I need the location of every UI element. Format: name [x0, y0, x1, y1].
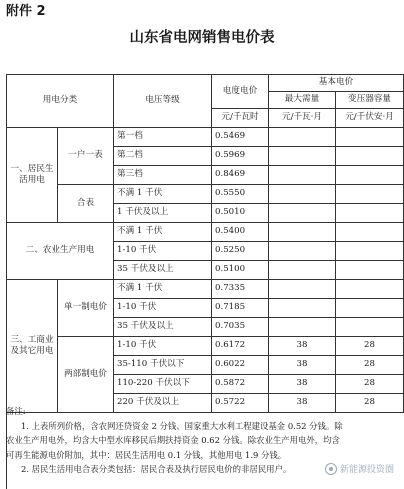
- row-price: 0.6022: [212, 356, 269, 375]
- row-capacity: [336, 166, 404, 185]
- row-demand: [269, 318, 336, 337]
- row-demand: [269, 280, 336, 299]
- row-capacity: 28: [336, 356, 404, 375]
- row-price: 0.7035: [212, 318, 269, 337]
- row-price: 0.5100: [212, 261, 269, 280]
- wechat-logo-icon: [325, 463, 337, 475]
- row-voltage: 110-220 千伏以下: [114, 375, 212, 394]
- group-industry: 三、工商业及其它用电: [7, 280, 58, 413]
- row-capacity: [336, 280, 404, 299]
- row-capacity: [336, 318, 404, 337]
- row-voltage: 第二档: [114, 147, 212, 166]
- row-price: 0.5550: [212, 185, 269, 204]
- row-price: 0.7335: [212, 280, 269, 299]
- header-category: 用电分类: [7, 75, 114, 128]
- header-voltage: 电压等级: [114, 75, 212, 128]
- attachment-label: 附件 2: [6, 4, 46, 19]
- row-voltage: 第一档: [114, 128, 212, 147]
- group-residential: 一、居民生活用电: [7, 128, 58, 223]
- page-title: 山东省电网销售电价表: [129, 30, 275, 46]
- row-voltage: 1-10 千伏: [114, 337, 212, 356]
- row-price: 0.5969: [212, 147, 269, 166]
- row-demand: [269, 128, 336, 147]
- row-voltage: 1-10 千伏: [114, 242, 212, 261]
- row-demand: [269, 242, 336, 261]
- subgroup-one-meter: 一户一表: [58, 128, 114, 185]
- header-energy-price: 电度电价: [212, 75, 269, 109]
- row-demand: [269, 261, 336, 280]
- subgroup-two-part: 两部制电价: [58, 337, 114, 413]
- header-basic-price: 基本电价: [269, 75, 404, 92]
- row-price: 0.7185: [212, 299, 269, 318]
- notes-line: 可再生能源电价附加，其中：居民生活用电 0.1 分钱，其他用电 1.9 分钱。: [6, 449, 287, 460]
- subgroup-combined: 合表: [58, 185, 114, 223]
- row-demand: [269, 166, 336, 185]
- row-capacity: [336, 185, 404, 204]
- row-capacity: 28: [336, 394, 404, 413]
- row-price: 0.6172: [212, 337, 269, 356]
- notes-line: 2. 居民生活用电合表分类包括：居民合表及执行居民电价的非居民用户。: [21, 464, 292, 475]
- row-capacity: [336, 147, 404, 166]
- row-price: 0.8469: [212, 166, 269, 185]
- row-capacity: [336, 204, 404, 223]
- header-capacity-unit: 元/千伏安·月: [336, 109, 404, 128]
- notes-line: 农业生产用电外，均含大中型水库移民后期扶持资金 0.62 分钱。除农业生产用电外，均含: [6, 435, 340, 446]
- row-price: 0.5469: [212, 128, 269, 147]
- row-voltage: 35-110 千伏以下: [114, 356, 212, 375]
- header-capacity: 变压器容量: [336, 92, 404, 109]
- row-demand: [269, 185, 336, 204]
- row-price: 0.5400: [212, 223, 269, 242]
- row-capacity: [336, 242, 404, 261]
- row-capacity: 28: [336, 375, 404, 394]
- row-capacity: [336, 261, 404, 280]
- row-price: 0.5722: [212, 394, 269, 413]
- row-demand: 38: [269, 337, 336, 356]
- group-agriculture: 二、农业生产用电: [7, 223, 114, 280]
- row-demand: [269, 223, 336, 242]
- header-max-demand-unit: 元/千瓦·月: [269, 109, 336, 128]
- row-voltage: 35 千伏及以上: [114, 261, 212, 280]
- notes-line: 1. 上表所列价格，含农网还贷资金 2 分钱、国家重大水利工程建设基金 0.52 分钱。除: [21, 420, 343, 431]
- header-max-demand: 最大需量: [269, 92, 336, 109]
- watermark: [325, 462, 394, 475]
- row-voltage: 不满 1 千伏: [114, 185, 212, 204]
- row-demand: [269, 147, 336, 166]
- row-capacity: [336, 299, 404, 318]
- row-voltage: 第三档: [114, 166, 212, 185]
- row-voltage: 不满 1 千伏: [114, 280, 212, 299]
- row-demand: 38: [269, 375, 336, 394]
- header-energy-unit: 元/千瓦时: [212, 109, 269, 128]
- row-demand: [269, 204, 336, 223]
- row-price: 0.5250: [212, 242, 269, 261]
- row-capacity: 28: [336, 337, 404, 356]
- row-price: 0.5872: [212, 375, 269, 394]
- row-voltage: 不满 1 千伏: [114, 223, 212, 242]
- row-capacity: [336, 223, 404, 242]
- row-voltage: 1 千伏及以上: [114, 204, 212, 223]
- notes-label: 备注:: [6, 406, 26, 416]
- row-demand: 38: [269, 356, 336, 375]
- subgroup-single: 单一制电价: [58, 280, 114, 337]
- row-voltage: 35 千伏及以上: [114, 318, 212, 337]
- watermark-text: 新能源投资圈: [339, 465, 394, 475]
- row-voltage: 1-10 千伏: [114, 299, 212, 318]
- row-demand: [269, 299, 336, 318]
- row-capacity: [336, 128, 404, 147]
- row-demand: 38: [269, 394, 336, 413]
- row-voltage: 220 千伏及以上: [114, 394, 212, 413]
- row-price: 0.5010: [212, 204, 269, 223]
